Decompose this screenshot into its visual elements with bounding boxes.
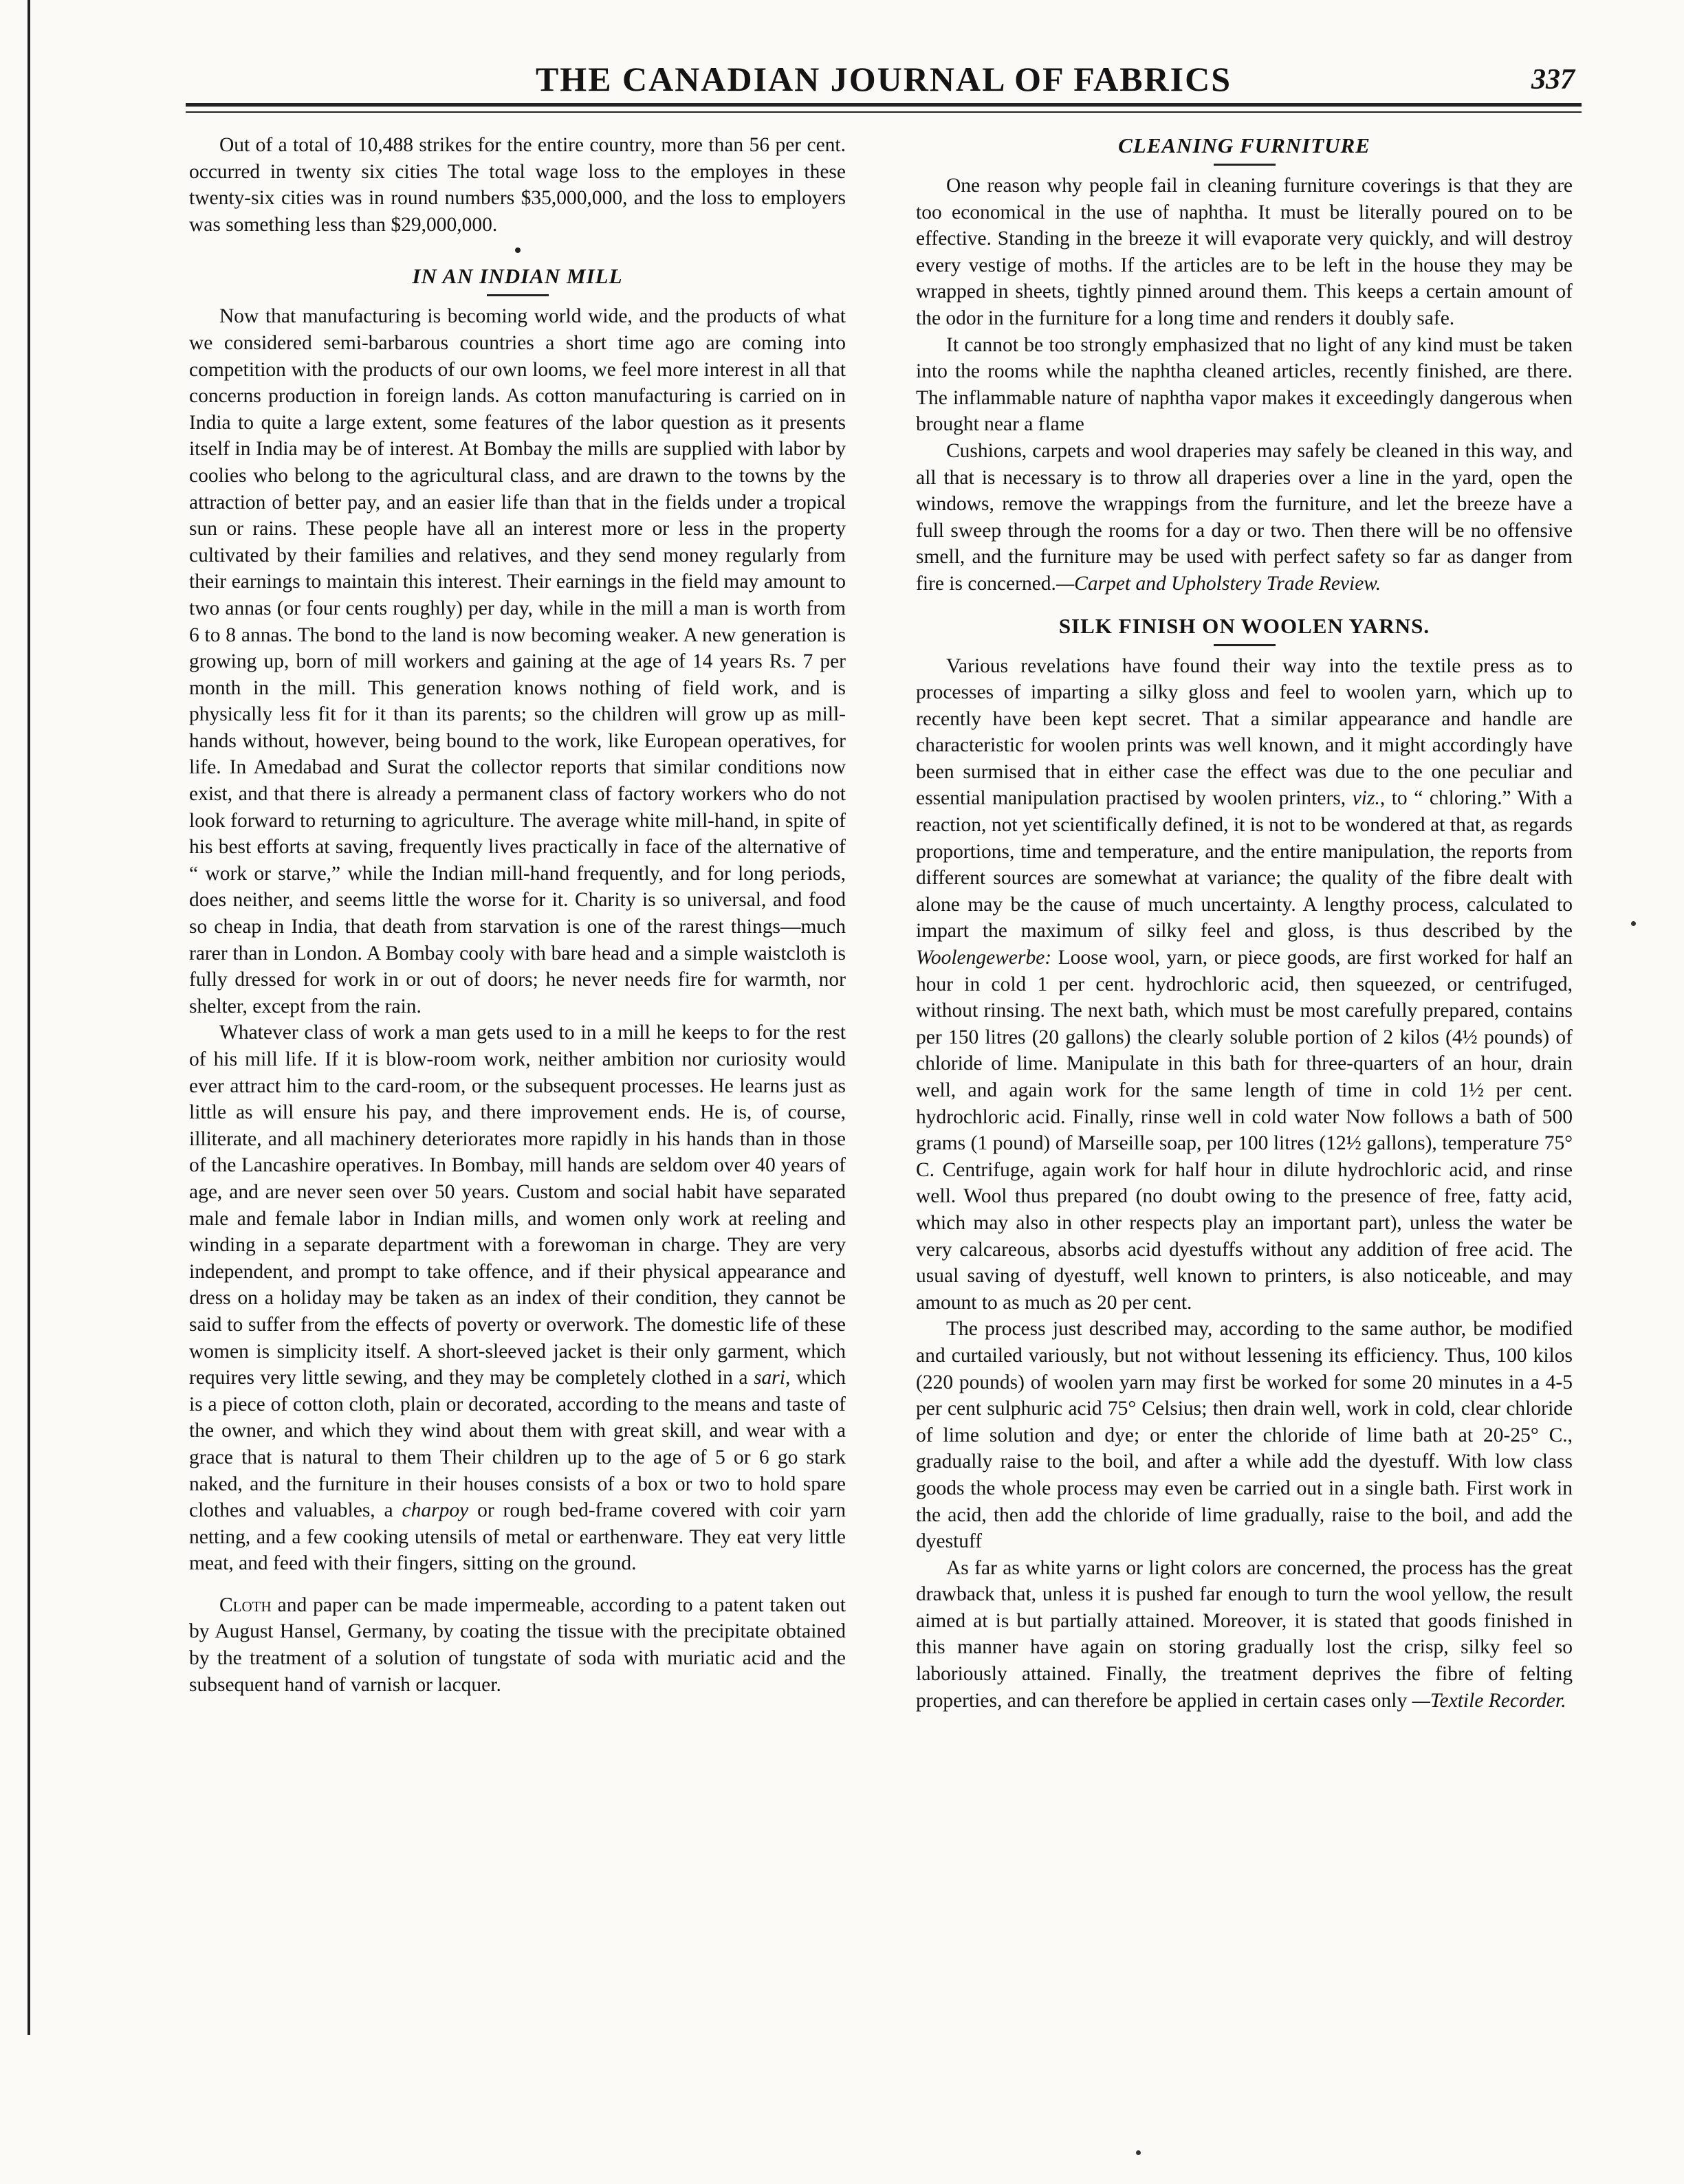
text-run: which is a piece of cotton cloth, plain or decorated, according to the means and taste of the owner, and which they wind about them with great skill, and wear with a grace that is natural to them Their children up to the age of 5 or 6 go stark naked, and the furniture in their houses consists of a box or two to hold spare clothes and valuables, a bbox=[189, 1367, 846, 1522]
cleaning-furniture-heading: CLEANING FURNITURE bbox=[1118, 133, 1370, 157]
indian-mill-heading: IN AN INDIAN MILL bbox=[412, 264, 623, 289]
print-speck bbox=[1631, 921, 1636, 926]
silk-paragraph-1 bbox=[916, 653, 1573, 1316]
heading-rule bbox=[1214, 164, 1276, 166]
text-run: or rough bed-frame covered with coir yarn netting, and a few cooking utensils of metal or earthenware. They eat very little meat, and feed with their fingers, sitting on the ground. bbox=[189, 1499, 846, 1575]
page-header bbox=[186, 54, 1582, 102]
text-run: Whatever class of work a man gets used to in a mill he keeps to for the rest of his mill life. If it is blow-room work, neither ambition nor curiosity would ever attract him to the card-room, or the subsequent processes. He learns just as little as will ensure his pay, and there improvement ends. He is, of course, illiterate, and all machinery deteriorates more rapidly in his hands than in those of the Lancashire operatives. In Bombay, mill hands are seldom over 40 years of age, and are never seen over 50 years. Custom and social habit have separated male and female labor in Indian mills, and women only work at reeling and winding in a separate department with a forewoman in charge. They are very independent, and prompt to take offence, and if their physical appearance and dress on a holiday may be taken as an index of their condition, they cannot be said to suffer from the effects of poverty or overwork. The domestic life of these women is simplicity itself. A short-sleeved jacket is their only garment, which requires very little sewing, and they may be completely clothed in a bbox=[189, 1022, 846, 1389]
heading-rule bbox=[1214, 644, 1276, 646]
cleaning-paragraph-1: One reason why people fail in cleaning furniture coverings is that they are too economical in the use of naphtha. It must be literally poured on to be effective. Standing in the breeze it will evaporate very quickly, and will destroy every vestige of moths. If the articles are to be left in the house they may be wrapped in sheets, tightly pinned around them. This keeps a certain amount of the odor in the furniture for a long time and renders it doubly safe. bbox=[916, 175, 1573, 329]
cleaning-paragraph-2: It cannot be too strongly emphasized that no light of any kind must be taken into the rooms while the naphtha cleaned articles, recently finished, are there. The inflammable nature of naphtha vapor makes it exceedingly dangerous when brought near a flame bbox=[916, 333, 1573, 436]
text-run: Cushions, carpets and wool draperies may safely be cleaned in this way, and all that is necessary is to throw all draperies over a line in the yard, open the windows, remove the wrappings from the furniture, and let the breeze have a full sweep through the rooms for a day or two. Then there will be no offensive smell, and the furniture may be used with perfect safety so far as danger from fire is concerned. bbox=[916, 439, 1573, 595]
page-number: 337 bbox=[1531, 64, 1575, 96]
heading-rule bbox=[487, 294, 549, 296]
header-rule-thin bbox=[186, 111, 1582, 113]
strikes-paragraph: Out of a total of 10,488 strikes for the entire country, more than 56 per cent. occurred in twenty six cities The total wage loss to the employes in these twenty-six cities was in round numbers $35,000,000, and the loss to employers was something less than $29,000,000. bbox=[189, 134, 846, 236]
silk-finish-heading: SILK FINISH ON WOOLEN YARNS. bbox=[1058, 613, 1430, 638]
italic-term: viz. bbox=[1352, 787, 1380, 810]
section-gap bbox=[189, 1577, 846, 1592]
italic-term: sari, bbox=[754, 1367, 791, 1389]
cloth-paragraph bbox=[189, 1592, 846, 1698]
cloth-lead-word: Cloth bbox=[219, 1593, 272, 1616]
indian-mill-paragraph-2 bbox=[189, 1019, 846, 1576]
header-rule-thick bbox=[186, 103, 1582, 107]
section-gap bbox=[916, 597, 1573, 613]
source-citation: —Carpet and Upholstery Trade Review. bbox=[1056, 572, 1381, 595]
journal-title: THE CANADIAN JOURNAL OF FABRICS bbox=[535, 60, 1232, 98]
source-citation: —Textile Recorder. bbox=[1412, 1689, 1566, 1712]
indian-mill-paragraph-1: Now that manufacturing is becoming world wide, and the products of what we considered semi-barbarous countries a short time ago are coming into competition with the products of our own looms, we feel more interest in all that concerns production in foreign lands. As cotton manufacturing is carried on in India to quite a large extent, some features of the labor question as it presents itself in India may be of interest. At Bombay the mills are supplied with labor by coolies who belong to the agricultural class, and are drawn to the towns by the attraction of better pay, and an easier life than that in the fields under a tropical sun or rains. These people have all an interest more or less in the property cultivated by their families and relatives, and they send money regularly from their earnings to maintain this interest. Their earnings in the field may amount to two annas (or four cents roughly) per day, while in the mill a man is worth from 6 to 8 annas. The bond to the land is now becoming weaker. A new generation is growing up, born of mill workers and gaining at the age of 14 years Rs. 7 per month in the mill. This generation knows nothing of field work, and is physically less fit for it than its parents; so the children will grow up as mill-hands without, however, being bound to the work, like European operatives, for life. In Amedabad and Surat the collector reports that similar conditions now exist, and that there is already a permanent class of factory workers who do not look forward to returning to agriculture. The average white mill-hand, in spite of his best efforts at saving, frequently lives practically in face of the alternative of “ work or starve,” while the Indian mill-hand frequently, and for long periods, does neither, and seems little the worse for it. Charity is so universal, and food so cheap in India, that death from starvation is one of the rarest things—much rarer than in London. A Bombay cooly with bare head and a simple waistcloth is fully dressed for work in or out of doors; he never needs fire for warmth, nor shelter, except from the rain. bbox=[189, 305, 846, 1017]
print-speck bbox=[1136, 2150, 1141, 2155]
silk-paragraph-3 bbox=[916, 1555, 1573, 1714]
text-run: As far as white yarns or light colors are concerned, the process has the great drawback that, unless it is pushed far enough to turn the wool yellow, the result aimed at is but partially attained. Moreover, it is stated that goods finished in this manner have again on storing gradually lost the crisp, silky feel so laboriously attained. Finally, the treatment deprives the fibre of felting properties, and can therefore be applied in certain cases only bbox=[916, 1556, 1573, 1712]
page-binding-edge bbox=[28, 0, 30, 2035]
source-citation: Woolengewerbe: bbox=[916, 947, 1052, 969]
right-column bbox=[916, 132, 1573, 1714]
cleaning-paragraph-3 bbox=[916, 438, 1573, 597]
text-run: , to “ chloring.” With a reaction, not yet scientifically defined, it is not to be wondered at that, as regards proportions, time and temperature, and the entire manipulation, the reports from different sources are somewhat at variance; the quality of the fibre dealt with alone may be the cause of much uncertainty. A lengthy process, calculated to impart the maximum of silky feel and gloss, is thus described by the bbox=[916, 787, 1573, 942]
text-run: Loose wool, yarn, or piece goods, are first worked for half an hour in cold 1 per cent. hydrochloric acid, then squeezed, or centrifuged, without rinsing. The next bath, which must be most carefully prepared, contains per 150 litres (20 gallons) the clearly soluble portion of 2 kilos (4½ pounds) of chloride of lime. Manipulate in this bath for three-quarters of an hour, drain well, and again work for the same length of time in cold 1½ per cent. hydrochloric acid. Finally, rinse well in cold water Now follows a bath of 500 grams (1 pound) of Marseille soap, per 100 litres (12½ gallons), temperature 75° C. Centrifuge, again work for half hour in dilute hydrochloric acid, and rinse well. Wool thus prepared (no doubt owing to the presence of free, fatty acid, which may also in other respects play an important part), unless the water be very calcareous, absorbs acid dyestuffs without any addition of free acid. The usual saving of dyestuff, well known to printers, is also noticeable, and may amount to as much as 20 per cent. bbox=[916, 947, 1573, 1314]
left-column bbox=[189, 132, 846, 1698]
text-run: and paper can be made impermeable, according to a patent taken out by August Hansel, Germany, by coating the tissue with the precipitate obtained by the treatment of a solution of tungstate of soda with muriatic acid and the subsequent hand of varnish or lacquer. bbox=[189, 1593, 846, 1696]
text-run: Various revelations have found their way into the textile press as to processes of imparting a silky gloss and feel to woolen yarn, which up to recently have been kept secret. That a similar appearance and handle are characteristic for woolen prints was well known, and it might accordingly have been surmised that in either case the effect was due to the one peculiar and essential manipulation practised by woolen printers, bbox=[916, 654, 1573, 810]
section-divider bbox=[515, 247, 521, 253]
italic-term: charpoy bbox=[402, 1499, 469, 1522]
silk-paragraph-2: The process just described may, according to the same author, be modified and curtailed variously, but not without lessening its efficiency. Thus, 100 kilos (220 pounds) of woolen yarn may first be worked for some 20 minutes in a 4-5 per cent sulphuric acid 75° Celsius; then drain well, work in cold, clear chloride of lime solution and dye; or enter the chloride of lime bath at 20-25° C., gradually raise to the boil, and after a while add the dyestuff. With low class goods the whole process may even be carried out in a single bath. First work in the acid, then add the chloride of lime gradually, raise to the boil, and add the dyestuff bbox=[916, 1318, 1573, 1553]
